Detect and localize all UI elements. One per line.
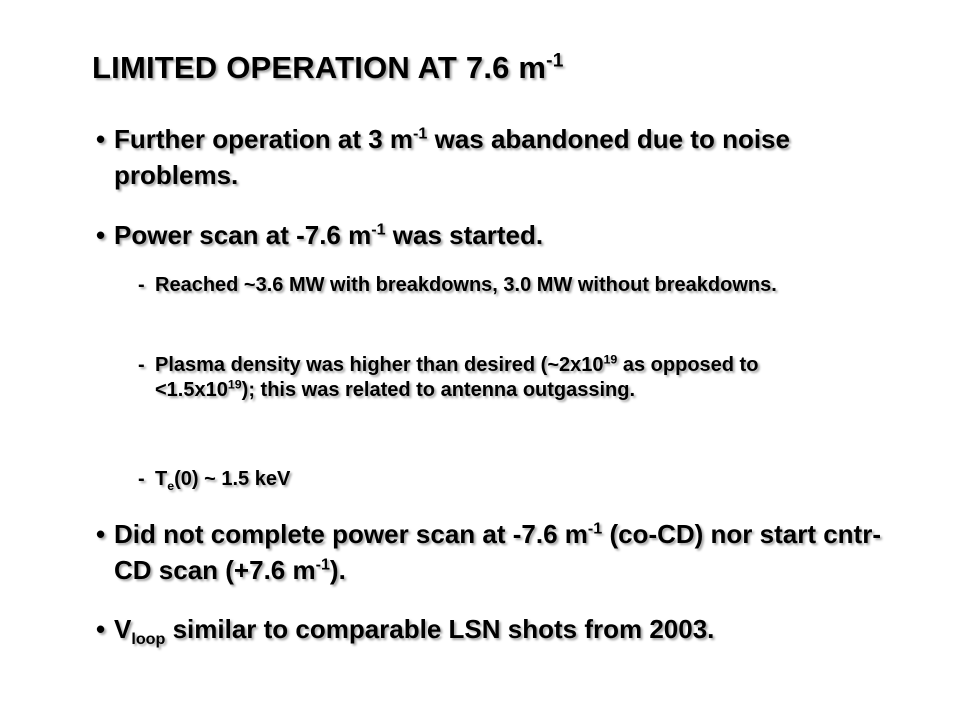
bullet-marker: • xyxy=(96,220,106,250)
bullet-text-part: Did not complete power scan at -7.6 m xyxy=(114,519,588,549)
bullet-marker: • xyxy=(96,614,106,644)
sub-item-2 xyxy=(138,353,818,403)
sub-text xyxy=(155,353,818,403)
bullet-item-1 xyxy=(96,121,896,193)
bullet-text-part: Power scan at -7.6 m xyxy=(114,220,372,250)
bullet-superscript: -1 xyxy=(315,555,330,574)
sub-item-3 xyxy=(138,467,818,492)
sub-superscript: 19 xyxy=(603,352,618,367)
bullet-text-part: similar to comparable LSN shots from 2003. xyxy=(165,614,715,644)
sub-superscript: 19 xyxy=(227,377,242,392)
bullet-text-part: was abandoned due to noise problems. xyxy=(114,124,790,190)
bullet-text-part: ). xyxy=(329,555,346,585)
sub-marker: - xyxy=(138,274,145,296)
bullet-item-3 xyxy=(96,516,896,588)
bullet-subscript: loop xyxy=(131,630,166,649)
bullet-text xyxy=(114,121,896,193)
bullet-item-2 xyxy=(96,217,896,253)
sub-text xyxy=(155,467,818,492)
sub-text-part: as opposed to <1.5x10 xyxy=(155,354,759,401)
bullet-marker: • xyxy=(96,124,106,154)
bullet-superscript: -1 xyxy=(413,124,428,143)
sub-text-part: Reached ~3.6 MW with breakdowns, 3.0 MW without breakdowns. xyxy=(155,274,777,296)
bullet-item-4 xyxy=(96,611,896,647)
sub-text-part: Plasma density was higher than desired (~2x10 xyxy=(155,354,604,376)
bullet-superscript: -1 xyxy=(371,220,386,239)
sub-text xyxy=(155,273,818,298)
bullet-marker: • xyxy=(96,519,106,549)
bullet-text-part: (co-CD) nor start cntr-CD scan (+7.6 m xyxy=(114,519,881,585)
sub-text-part: T xyxy=(155,468,168,490)
title-text: LIMITED OPERATION AT 7.6 m xyxy=(92,50,547,85)
sub-text-part: (0) ~ 1.5 keV xyxy=(174,468,291,490)
bullet-text-part: was started. xyxy=(385,220,544,250)
sub-subscript: e xyxy=(167,479,175,493)
bullet-text xyxy=(114,516,896,588)
bullet-superscript: -1 xyxy=(587,519,603,538)
bullet-text-part: Further operation at 3 m xyxy=(114,124,414,154)
sub-marker: - xyxy=(138,468,145,490)
bullet-text-part: V xyxy=(114,614,132,644)
bullet-text xyxy=(114,217,896,253)
bullet-text xyxy=(114,611,896,647)
sub-marker: - xyxy=(138,354,145,376)
slide-title xyxy=(92,50,564,86)
sub-item-1 xyxy=(138,273,818,298)
title-superscript: -1 xyxy=(546,50,564,72)
sub-text-part: ); this was related to antenna outgassing. xyxy=(241,379,636,401)
